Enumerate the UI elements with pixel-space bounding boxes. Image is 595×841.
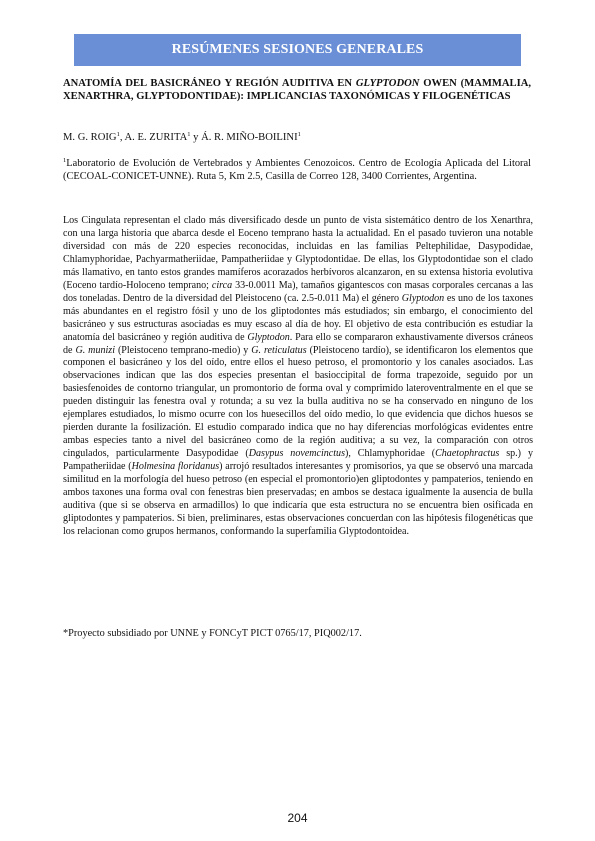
affiliation-mark: 1 (297, 131, 301, 138)
abstract-text: sp.) y Pampatheriidae ( (63, 448, 533, 473)
author-separator: y (190, 132, 202, 143)
author-name: M. G. ROIG (63, 132, 117, 143)
abstract-italic: Holmesina floridanus (131, 461, 220, 473)
abstract-text: Los Cingulata representan el clado más diversificado desde un punto de vista sistemático dentro de los Xenarthra, con una larga historia que abarca desde el Eoceno temprano hasta la actualidad. En el pasado tuvieron una notable diversidad con más de 220 especies reconocidas, incluidas en las familias Peltephilidae, Dasypodidae, Chlamyphoridae, Pachyarmatheriidae, Pampatheriidae y Glyptodontidae. De ellas, los Glyptodontidae son el clado más llamativo, en tanto estos grandes mamíferos acorazados herbívoros alcanzaron, en su extensa historia evolutiva (Eoceno tardío-Holoceno temprano; (63, 215, 533, 291)
abstract-italic: G. munizi (75, 344, 115, 356)
abstract-text: es uno de los taxones más abundantes en el registro fósil y uno de los gliptodontes más estudiados; sin embargo, el conocimiento del basicráneo y sus estructuras asociadas es muy escaso al día de hoy. El objetivo de esta contribución es estudiar la anatomía del basicráneo y región auditiva de (63, 292, 533, 343)
author-separator: , (119, 132, 125, 143)
affiliation-text: Laboratorio de Evolución de Vertebrados y Ambientes Cenozoicos. Centro de Ecología Aplicada del Litoral (CECOAL-CONICET-UNNE). Ruta 5, Km 2.5, Casilla de Correo 128, 3400 Corrientes, Argentina. (63, 158, 531, 182)
abstract-text: . Para ello se compararon exhaustivamente diversos cráneos de (63, 331, 533, 356)
abstract-text: (Pleistoceno temprano-medio) y (114, 344, 252, 356)
author-name: A. E. ZURITA (124, 132, 188, 143)
affiliation-mark: 1 (63, 157, 67, 164)
abstract-text: (Pleistoceno tardío), se identificaron los elementos que componen el basicráneo y los del oído, entre ellos el hueso petroso, el promontorio y los canales asociados. Las observaciones indican que las dos especies presentan el basioccipital de forma trapezoide, seguido por un basiesfenoides de contorno triangular, un promontorio de forma oval y comprimido lateroventralmente en el que se pueden distinguir las fenestra oval y rotunda; a su vez la bulla auditiva no se ha conservado en ninguno de los ejemplares estudiados, lo mismo ocurre con los huesecillos del oído medio, lo que evidencia que dichos huesos se pierden durante la fosilización. El estudio comparado indica que no hay diferencias morfológicas evidentes entre ambas especies tanto a nivel del basicráneo como de la región auditiva; a su vez, la comparación con otros cingulados, particularmente Dasypodidae ( (63, 344, 533, 460)
title-text-pre: ANATOMÍA DEL BASICRÁNEO Y REGIÓN AUDITIVA EN (63, 78, 356, 89)
abstract-italic: Glyptodon (401, 292, 445, 304)
title-genus: GLYPTODON (355, 78, 420, 89)
affiliation-mark: 1 (116, 131, 120, 138)
abstract-body (63, 215, 533, 539)
abstract-text: ) arrojó resultados interesantes y promisorios, ya que se observó una marcada similitud en la morfología del hueso petroso (en especial el promontorio)en gliptodontes y pampaterios, teniendo en ambos taxones una forma oval con fenestras bien preservadas; en ambos se destaca igualmente la ausencia de bulla auditiva (que si se observa en armadillos) lo que indicaría que esta estructura no se encuentra bien osificada en gliptodontes y pampaterios. Si bien, preliminares, estas observaciones concuerdan con las hipótesis filogenéticas que los relacionan como grupos hermanos, conformando la superfamilia Glyptodontoidea. (63, 461, 533, 537)
abstract-text: ), Chlamyphoridae ( (345, 448, 436, 460)
affiliation (63, 157, 531, 183)
author-line (63, 131, 531, 144)
abstract-text: 33-0.0011 Ma), tamaños gigantescos con masas corporales cercanas a las dos toneladas. Dentro de la diversidad del Pleistoceno (ca. 2.5-0.011 Ma) el género (63, 279, 533, 304)
abstract-italic: G. reticulatus (251, 344, 307, 356)
page-number: 204 (287, 811, 308, 825)
abstract-italic: circa (211, 279, 233, 291)
abstract-italic: Dasypus novemcinctus (248, 448, 345, 460)
affiliation-mark: 1 (187, 131, 191, 138)
author-name: Á. R. MIÑO-BOILINI (201, 132, 298, 143)
funding-note: *Proyecto subsidiado por UNNE y FONCyT PICT 0765/17, PIQ002/17. (63, 628, 362, 639)
abstract-italic: Glyptodon (247, 331, 290, 343)
article-title (63, 77, 531, 103)
title-text-post: OWEN (MAMMALIA, XENARTHRA, GLYPTODONTIDAE): IMPLICANCIAS TAXONÓMICAS Y FILOGENÉTICAS (63, 78, 531, 102)
section-banner: RESÚMENES SESIONES GENERALES (74, 34, 521, 66)
abstract-italic: Chaetophractus (435, 448, 500, 460)
